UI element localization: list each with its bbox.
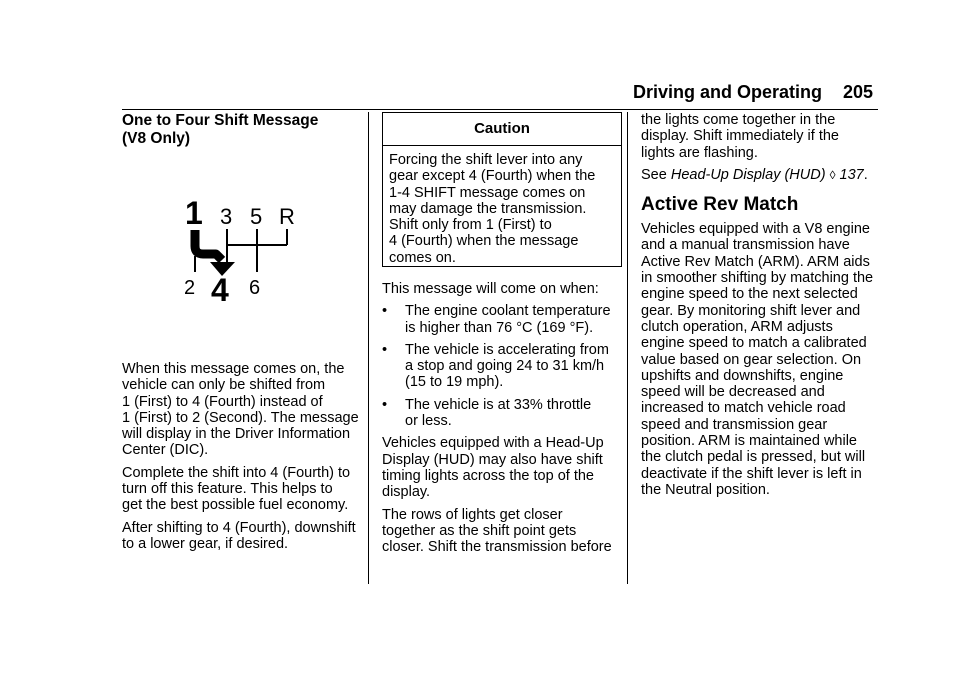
- bullet-marker: •: [382, 341, 388, 358]
- text-line: display.: [382, 484, 431, 501]
- page-header: [0, 82, 960, 108]
- text-line: get the best possible fuel economy.: [122, 497, 349, 514]
- text-line: lights are flashing.: [641, 144, 758, 161]
- text-fragment: See: [641, 166, 671, 183]
- list-item: [382, 303, 622, 336]
- bullet-intro: This message will come on when:: [382, 281, 599, 297]
- text-line: the Neutral position.: [641, 481, 770, 498]
- text-line: upshifts and downshifts, engine: [641, 367, 844, 384]
- text-line: or less.: [405, 413, 452, 430]
- text-line: 1-4 SHIFT message comes on: [389, 184, 586, 201]
- text-line: comes on.: [389, 249, 456, 266]
- bullet-marker: •: [382, 303, 388, 320]
- text-line: When this message comes on, the: [122, 361, 345, 377]
- page-reference-icon: ◊: [829, 167, 836, 182]
- heading-line: (V8 Only): [122, 130, 191, 147]
- section-heading: [122, 112, 358, 148]
- list-item: [382, 397, 622, 430]
- text-line: The rows of lights get closer: [382, 506, 563, 523]
- text-line: in smoother shifting by matching the: [641, 270, 874, 287]
- section-title: Driving and Operating: [633, 82, 823, 102]
- gear-label: 4: [211, 272, 229, 308]
- shift-pattern-graphic: [180, 198, 300, 308]
- text-line: 1 (First) to 2 (Second). The message: [122, 409, 359, 426]
- text-line: may damage the transmission.: [389, 200, 587, 217]
- text-line: clutch operation, ARM adjusts: [641, 318, 833, 335]
- text-line: Active Rev Match (ARM). ARM aids: [641, 253, 870, 270]
- shift-pattern-diagram: [180, 198, 300, 308]
- column-1-body: [122, 361, 362, 558]
- text-line: turn off this feature. This helps to: [122, 481, 333, 498]
- see-reference: [641, 167, 881, 183]
- paragraph: [641, 112, 881, 161]
- text-line: is higher than 76 °C (169 °F).: [405, 319, 594, 336]
- text-line: Complete the shift into 4 (Fourth) to: [122, 464, 351, 481]
- paragraph: [641, 221, 881, 498]
- text-line: Shift only from 1 (First) to: [389, 217, 552, 234]
- text-line: vehicle can only be shifted from: [122, 377, 326, 394]
- text-line: 1 (First) to 4 (Fourth) instead of: [122, 393, 323, 410]
- text-line: Vehicles equipped with a Head-Up: [382, 435, 604, 452]
- column-2: [382, 112, 622, 561]
- text-line: Forcing the shift lever into any: [389, 152, 583, 168]
- text-line: 4 (Fourth) when the message: [389, 233, 579, 250]
- caution-title: Caution: [383, 113, 621, 146]
- text-line: Display (HUD) may also have shift: [382, 451, 603, 468]
- text-line: deactivate if the shift lever is left in: [641, 465, 862, 482]
- text-line: and a manual transmission have: [641, 237, 850, 254]
- column-3: [641, 112, 881, 504]
- text-line: speed and transmission gear: [641, 416, 828, 433]
- text-line: engine speed to match a calibrated: [641, 335, 867, 352]
- gear-label: 2: [184, 277, 196, 299]
- text-line: increased to match vehicle road: [641, 400, 846, 417]
- gear-label: 3: [220, 204, 233, 229]
- text-line: will display in the Driver Information: [122, 426, 351, 443]
- gear-label: 5: [250, 204, 263, 229]
- text-line: gear. By monitoring shift lever and: [641, 302, 861, 319]
- column-1: [122, 112, 358, 154]
- cross-reference-link[interactable]: Head-Up Display (HUD): [670, 166, 826, 183]
- column-divider-2: [627, 112, 628, 584]
- text-line: position. ARM is maintained while: [641, 433, 857, 450]
- text-line: timing lights across the top of the: [382, 467, 594, 484]
- paragraph: [382, 507, 622, 556]
- paragraph: [122, 520, 362, 553]
- condition-list: [382, 303, 622, 429]
- text-line: to a lower gear, if desired.: [122, 535, 289, 552]
- text-line: speed will be decreased and: [641, 384, 825, 401]
- text-line: value based on gear selection. On: [641, 351, 862, 368]
- text-line: engine speed to the next selected: [641, 286, 858, 303]
- header-rule: [122, 109, 878, 110]
- text-line: a stop and going 24 to 31 km/h: [405, 358, 605, 375]
- text-line: the lights come together in the: [641, 112, 836, 128]
- bullet-marker: •: [382, 396, 388, 413]
- page-number: 205: [843, 82, 874, 102]
- text-line: together as the shift point gets: [382, 522, 577, 539]
- text-line: After shifting to 4 (Fourth), downshift: [122, 519, 356, 536]
- text-line: closer. Shift the transmission before: [382, 539, 612, 556]
- text-line: gear except 4 (Fourth) when the: [389, 168, 596, 185]
- text-line: the clutch pedal is pressed, but will: [641, 449, 866, 466]
- gear-label: 1: [185, 198, 203, 231]
- caution-text: [383, 146, 621, 266]
- gear-label: R: [279, 204, 295, 229]
- column-divider-1: [368, 112, 369, 584]
- text-line: display. Shift immediately if the: [641, 128, 839, 145]
- cross-reference-page[interactable]: 137: [839, 166, 864, 183]
- text-line: The vehicle is accelerating from: [405, 341, 609, 358]
- text-line: (15 to 19 mph).: [405, 374, 504, 391]
- list-item: [382, 342, 622, 391]
- section-heading-active-rev-match: Active Rev Match: [641, 194, 799, 216]
- text-line: Vehicles equipped with a V8 engine: [641, 221, 870, 238]
- text-line: Center (DIC).: [122, 442, 209, 459]
- text-fragment: .: [863, 166, 868, 183]
- gear-label: 6: [249, 277, 261, 299]
- caution-box: [382, 112, 622, 267]
- heading-line: One to Four Shift Message: [122, 112, 319, 129]
- paragraph: [382, 435, 622, 500]
- text-line: The engine coolant temperature: [405, 303, 611, 320]
- paragraph: [122, 465, 362, 514]
- text-line: The vehicle is at 33% throttle: [405, 396, 592, 413]
- paragraph: [122, 361, 362, 459]
